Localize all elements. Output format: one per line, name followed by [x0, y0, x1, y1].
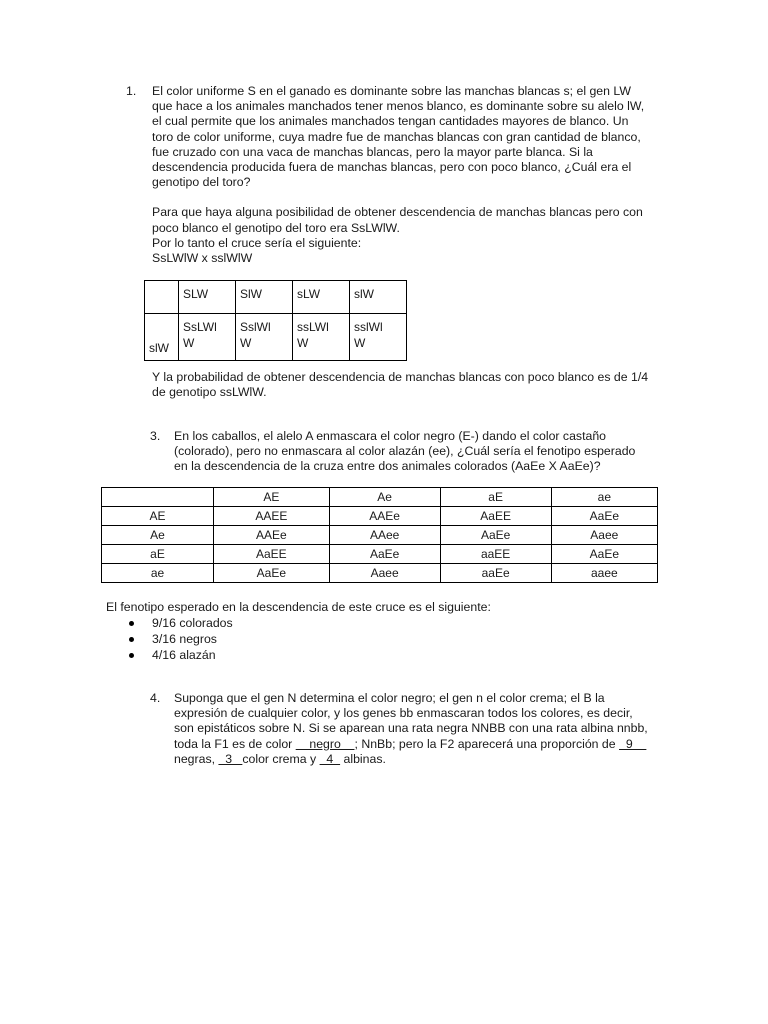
text-line: Por lo tanto el cruce sería el siguiente: [152, 235, 362, 250]
question-4-body [174, 691, 664, 767]
text-line: que hace a los animales manchados tener menos blanco, es dominante sobre su alelo lW, [152, 99, 645, 114]
answer-blank-black: 9 [619, 736, 647, 751]
list-item [127, 616, 233, 632]
table-cell [145, 281, 179, 314]
text-segment: negras, [174, 751, 219, 766]
table-cell [102, 488, 214, 507]
table-header-cell: aE [440, 488, 551, 507]
table-cell: AaEE [214, 545, 330, 564]
list-item [127, 632, 233, 648]
table-cell: AAEE [214, 507, 330, 526]
cell-line: SsLWl [183, 320, 217, 334]
list-item-text: 9/16 colorados [152, 616, 233, 630]
table-cell [236, 314, 293, 361]
table-row [102, 545, 658, 564]
text-line: son epistáticos sobre N. Si se aparean una rata negra NNBB con una rata albina nnbb, [174, 721, 648, 736]
answer-blank-f1: negro [295, 736, 355, 751]
bullet-icon [129, 637, 134, 642]
table-cell: AAEe [329, 507, 440, 526]
table-row [102, 507, 658, 526]
answer-blank-albino: 4 [319, 751, 341, 766]
table-header-cell: SLW [179, 281, 236, 314]
table-row [102, 564, 658, 583]
row-label: Ae [102, 526, 214, 545]
table-cell: AaEe [440, 526, 551, 545]
text-line: Y la probabilidad de obtener descendencia de manchas blancas con poco blanco es de 1/4 [152, 370, 649, 384]
text-segment: albinas. [340, 751, 386, 766]
table-header-cell: Ae [329, 488, 440, 507]
table-row [102, 526, 658, 545]
text-segment: toda la F1 es de color [174, 736, 296, 751]
table-header-cell: AE [214, 488, 330, 507]
bullet-icon [129, 621, 134, 626]
text-line: El color uniforme S en el ganado es dominante sobre las manchas blancas s; el gen LW [152, 84, 631, 98]
table-cell: AaEE [440, 507, 551, 526]
table-cell [293, 314, 350, 361]
list-item-text: 4/16 alazán [152, 648, 216, 662]
table-row [145, 314, 407, 361]
table-header-cell: sLW [293, 281, 350, 314]
table-cell: AaEe [551, 507, 657, 526]
table-cell: AaEe [214, 564, 330, 583]
question-1-text [152, 84, 664, 190]
text-line: Suponga que el gen N determina el color negro; el gen n el color crema; el B la [174, 691, 605, 705]
question-1-body [152, 84, 664, 266]
cell-line: W [240, 336, 252, 350]
table-cell: aaee [551, 564, 657, 583]
cell-line: ssLWl [297, 320, 329, 334]
text-line: Para que haya alguna posibilidad de obtener descendencia de manchas blancas pero con [152, 205, 643, 220]
text-line: expresión de cualquier color, y los genes bb enmascaran todos los colores, es decir, [174, 706, 633, 721]
text-line: (colorado), pero no enmascara al color alazán (ee), ¿Cuál sería el fenotipo esperado [174, 444, 636, 459]
text-line: de genotipo ssLWlW. [152, 385, 267, 400]
punnett-table-1 [144, 280, 407, 361]
text-line [174, 737, 664, 752]
punnett-table-2 [101, 487, 658, 583]
table-cell [350, 314, 407, 361]
table-cell: Aaee [329, 564, 440, 583]
cell-line: sslWl [354, 320, 383, 334]
text-line: poco blanco el genotipo del toro era SsLWlW. [152, 220, 400, 235]
text-segment: ; NnBb; pero la F2 aparecerá una proporción de [354, 736, 620, 751]
table-header-row [102, 488, 658, 507]
text-line: En los caballos, el alelo A enmascara el color negro (E-) dando el color castaño [174, 429, 606, 443]
table-cell [179, 314, 236, 361]
text-line: en la descendencia de la cruza entre dos animales colorados (AaEe X AaEe)? [174, 459, 601, 474]
text-line: fue cruzado con una vaca de manchas blancas, pero la mayor parte blanca. Si la [152, 144, 593, 159]
row-label: aE [102, 545, 214, 564]
bullet-icon [129, 653, 134, 658]
list-item-text: 3/16 negros [152, 632, 217, 646]
phenotype-intro: El fenotipo esperado en la descendencia de este cruce es el siguiente: [106, 600, 491, 614]
phenotype-list [127, 616, 233, 664]
text-line [174, 752, 664, 767]
row-label: slW [145, 314, 179, 361]
list-item [127, 648, 233, 664]
table-cell: AaEe [329, 545, 440, 564]
question-number: 4. [150, 691, 161, 705]
cell-line: SslWl [240, 320, 271, 334]
question-number: 1. [126, 84, 137, 98]
cell-line: W [297, 336, 309, 350]
table-cell: Aaee [551, 526, 657, 545]
table-cell: AaEe [551, 545, 657, 564]
question-1-answer [152, 205, 664, 266]
table-cell: AAEe [214, 526, 330, 545]
table-header-row [145, 281, 407, 314]
question-number: 3. [150, 429, 161, 443]
row-label: ae [102, 564, 214, 583]
table-header-cell: slW [350, 281, 407, 314]
row-label: AE [102, 507, 214, 526]
table-cell: AAee [329, 526, 440, 545]
question-3-body [174, 429, 654, 475]
text-line: SsLWlW x sslWlW [152, 251, 253, 266]
text-line: genotipo del toro? [152, 175, 251, 190]
text-segment: color crema y [242, 751, 320, 766]
table-cell: aaEe [440, 564, 551, 583]
cell-line: W [183, 336, 195, 350]
text-line: toro de color uniforme, cuya madre fue de manchas blancas con gran cantidad de blanco, [152, 129, 641, 144]
cell-line: W [354, 336, 366, 350]
text-line: el cual permite que los animales manchados tengan cantidades mayores de blanco. Un [152, 114, 629, 129]
table-header-cell: ae [551, 488, 657, 507]
text-line: descendencia producida fuera de manchas blancas, pero con poco blanco, ¿Cuál era el [152, 160, 632, 175]
answer-blank-cream: 3 [218, 751, 243, 766]
table-header-cell: SlW [236, 281, 293, 314]
table-cell: aaEE [440, 545, 551, 564]
probability-text [152, 370, 682, 400]
